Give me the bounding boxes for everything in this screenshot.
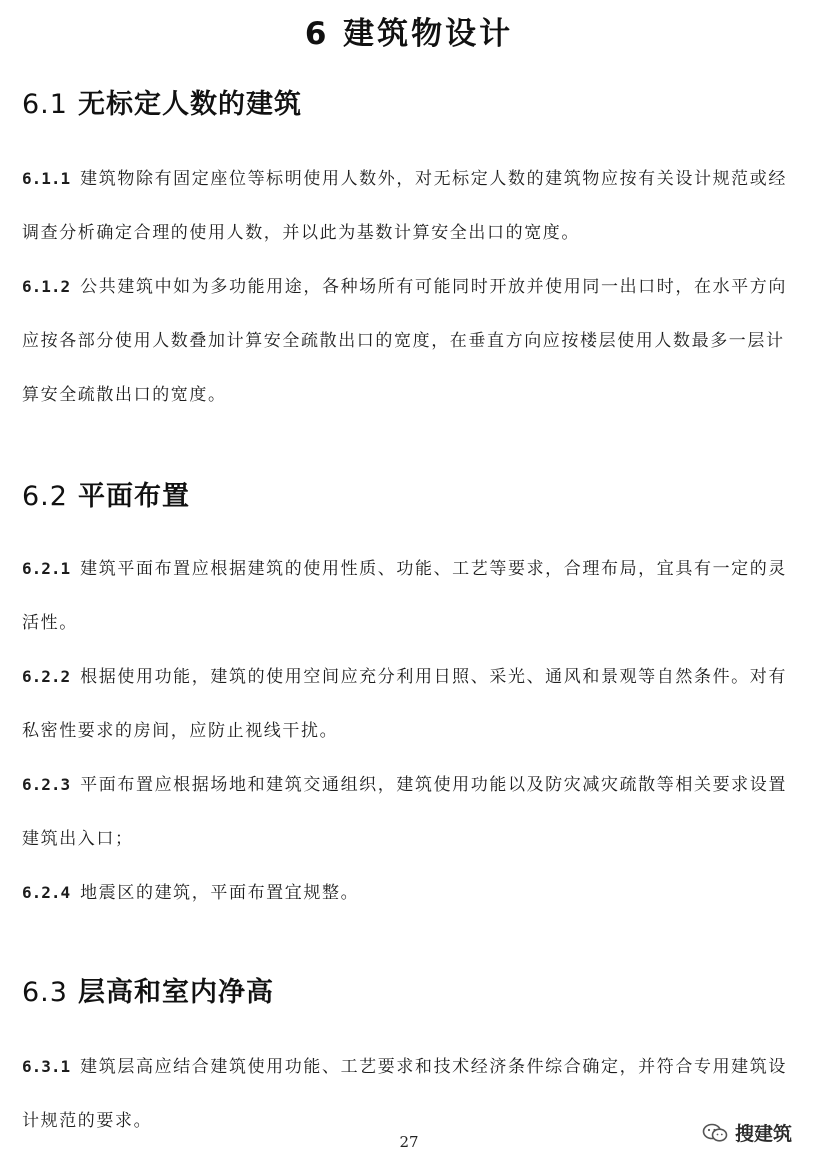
clause-6-2-3 [22, 758, 796, 866]
clause-6-2-2 [22, 650, 796, 758]
watermark-text: 搜建筑 [734, 1123, 792, 1145]
clause-number: 6.3.1 [22, 1057, 71, 1076]
clause-6-1-2 [22, 260, 796, 422]
clause-text: 根据使用功能，建筑的使用空间应充分利用日照、采光、通风和景观等自然条件。对有私密性要求的房间，应防止视线干扰。 [22, 667, 787, 741]
clause-number: 6.2.2 [22, 667, 71, 686]
clause-6-3-1 [22, 1040, 796, 1148]
clause-number: 6.1.1 [22, 169, 71, 188]
clause-text: 建筑物除有固定座位等标明使用人数外，对无标定人数的建筑物应按有关设计规范或经调查分析确定合理的使用人数，并以此为基数计算安全出口的宽度。 [22, 169, 787, 243]
wechat-icon [702, 1123, 728, 1143]
clause-text: 地震区的建筑，平面布置宜规整。 [80, 883, 360, 903]
clause-number: 6.1.2 [22, 277, 71, 296]
section-heading-6-2 [22, 474, 190, 513]
section-heading-6-3 [22, 970, 274, 1009]
clause-6-2-1 [22, 542, 796, 650]
clause-number: 6.2.4 [22, 883, 71, 902]
clause-number: 6.2.1 [22, 559, 71, 578]
watermark [702, 1119, 792, 1146]
clause-6-2-4 [22, 866, 796, 920]
section-number: 6.3 [22, 977, 68, 1008]
section-title: 平面布置 [77, 481, 190, 512]
section-number: 6.1 [22, 89, 68, 120]
section-title: 层高和室内净高 [77, 977, 274, 1008]
clause-6-1-1 [22, 152, 796, 260]
chapter-title: 6 建筑物设计 [304, 16, 514, 52]
page-number: 27 [399, 1133, 419, 1151]
clause-text: 建筑层高应结合建筑使用功能、工艺要求和技术经济条件综合确定，并符合专用建筑设计规范的要求。 [22, 1057, 787, 1131]
section-heading-6-1 [22, 82, 302, 121]
section-number: 6.2 [22, 481, 68, 512]
clause-text: 公共建筑中如为多功能用途，各种场所有可能同时开放并使用同一出口时，在水平方向应按各部分使用人数叠加计算安全疏散出口的宽度，在垂直方向应按楼层使用人数最多一层计算安全疏散出口的宽度。 [22, 277, 787, 405]
clause-text: 平面布置应根据场地和建筑交通组织，建筑使用功能以及防灾减灾疏散等相关要求设置建筑出入口； [22, 775, 787, 849]
section-title: 无标定人数的建筑 [77, 89, 302, 120]
clause-text: 建筑平面布置应根据建筑的使用性质、功能、工艺等要求，合理布局，宜具有一定的灵活性。 [22, 559, 787, 633]
clause-number: 6.2.3 [22, 775, 71, 794]
